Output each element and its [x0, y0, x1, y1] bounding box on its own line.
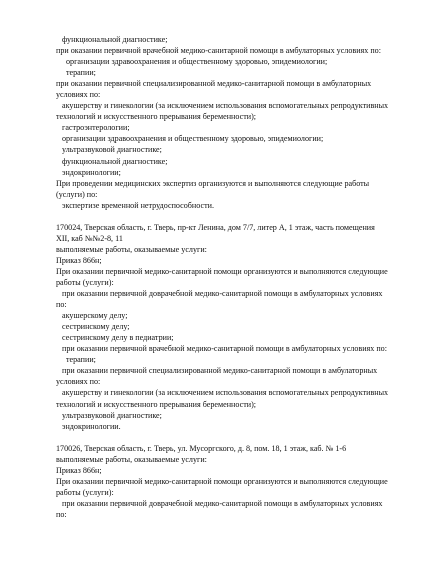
address-block-3	[56, 443, 400, 520]
text-line: при оказании первичной доврачебной медико-санитарной помощи в амбулаторных условиях	[62, 498, 383, 508]
text-line: при оказании первичной специализированной медико-санитарной помощи в амбулаторных	[56, 79, 372, 89]
text-line: акушерству и гинекологии (за исключением использования вспомогательных репродуктивных	[62, 388, 389, 398]
text-line: При проведении медицинских экспертиз организуются и выполняются следующие работы	[56, 178, 370, 188]
text-line: при оказании первичной врачебной медико-санитарной помощи в амбулаторных условиях по:	[56, 46, 381, 56]
text-line: (услуги) по:	[56, 189, 98, 199]
text-line: работы (услуги):	[56, 487, 114, 497]
text-line: функциональной диагностике;	[62, 35, 168, 44]
address-line: 170026, Тверская область, г. Тверь, ул. Мусоргского, д. 8, пом. 18, 1 этаж, каб. № 1-6	[56, 443, 347, 453]
text-line: гастроэнтерологии;	[62, 123, 130, 133]
text-line: терапии;	[66, 68, 96, 78]
address-line: 170024, Тверская область, г. Тверь, пр-кт Ленина, дом 7/7, литер А, 1 этаж, часть помещения	[56, 222, 375, 232]
text-line: при оказании первичной доврачебной медико-санитарной помощи в амбулаторных условиях	[62, 289, 383, 299]
text-line: акушерству и гинекологии (за исключением использования вспомогательных репродуктивных	[62, 101, 389, 111]
text-line: При оказании первичной медико-санитарной помощи организуются и выполняются следующие	[56, 266, 388, 276]
text-line: при оказании первичной врачебной медико-санитарной помощи в амбулаторных условиях по:	[62, 344, 387, 354]
text-line: выполняемые работы, оказываемые услуги:	[56, 454, 207, 464]
text-line: работы (услуги):	[56, 277, 114, 287]
text-line: терапии;	[66, 355, 96, 365]
text-line: сестринскому делу в педиатрии;	[62, 333, 174, 343]
text-line: эндокринологии.	[62, 421, 121, 431]
address-block-2	[56, 222, 400, 432]
text-line: функциональной диагностике;	[62, 156, 168, 166]
text-line: ультразвуковой диагностике;	[62, 145, 162, 155]
text-line: технологий и искусственного прерывания беременности);	[56, 112, 257, 122]
text-line: экспертизе временной нетрудоспособности.	[62, 200, 214, 210]
text-line: сестринскому делу;	[62, 322, 130, 332]
text-line: условиях по:	[56, 377, 101, 387]
text-line: организации здравоохранения и общественному здоровью, эпидемиологии;	[62, 134, 324, 144]
services-block-1	[56, 34, 400, 211]
text-line: Приказ 866н;	[56, 255, 102, 265]
text-line: при оказании первичной специализированной медико-санитарной помощи в амбулаторных	[62, 366, 378, 376]
paragraph-gap	[56, 211, 400, 222]
address-line: XII, каб №№2-8, 11	[56, 233, 123, 243]
text-line: условиях по:	[56, 90, 101, 100]
text-line: При оказании первичной медико-санитарной помощи организуются и выполняются следующие	[56, 476, 388, 486]
text-line: организации здравоохранения и общественному здоровью, эпидемиологии;	[66, 57, 328, 67]
text-line: по:	[56, 509, 67, 519]
paragraph-gap	[56, 432, 400, 443]
text-line: акушерскому делу;	[62, 311, 128, 321]
text-line: по:	[56, 300, 67, 310]
text-line: ультразвуковой диагностике;	[62, 410, 162, 420]
text-line: Приказ 866н;	[56, 465, 102, 475]
text-line: эндокринологии;	[62, 167, 121, 177]
text-line: технологий и искусственного прерывания беременности);	[56, 399, 257, 409]
text-line: выполняемые работы, оказываемые услуги:	[56, 244, 207, 254]
